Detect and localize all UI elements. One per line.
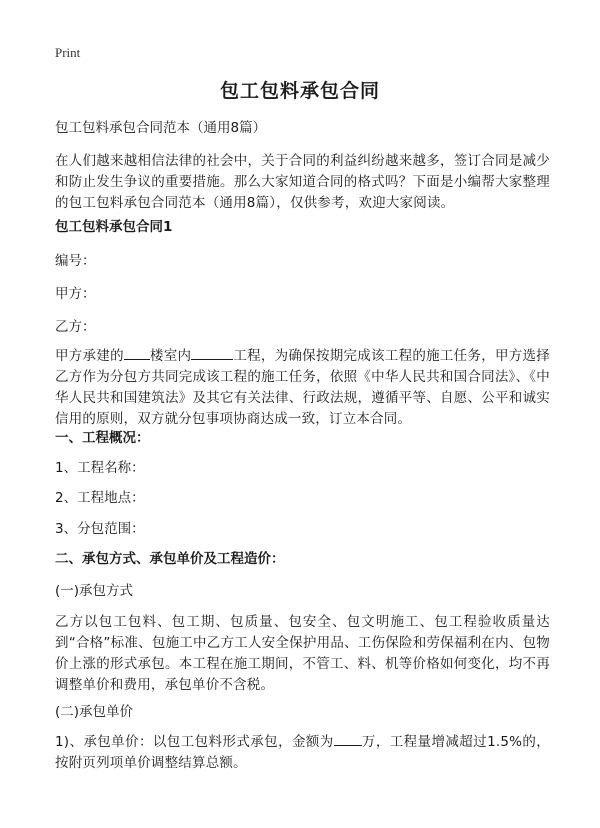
party-b-label: 乙方：: [55, 319, 96, 335]
opening-text-3: 工程，为确保按期完成该工程的施工任务，甲方选择乙方作为分包方共同完成该工程的施工任务，依照《中华人民共和国合同法》、《中华人民共和国建筑法》及其它有关法律、行政法规，遵循平等、自愿、公平和诚实信用的原则，双方就分包事项协商达成一致，订立本合同。: [55, 348, 550, 427]
subsection-contract-method: (一)承包方式: [55, 583, 134, 599]
print-label: Print: [55, 45, 81, 60]
section-1-item: 3、分包范围：: [55, 521, 145, 537]
unit-price-paragraph: [55, 731, 550, 774]
section-2-heading: 二、承包方式、承包单价及工程造价：: [55, 551, 285, 567]
intro-paragraph: 在人们越来越相信法律的社会中，关于合同的利益纠纷越来越多，签订合同是减少和防止发生争议的重要措施。那么大家知道合同的格式吗？下面是小编帮大家整理的包工包料承包合同范本（通用8篇），仅供参考，欢迎大家阅读。: [55, 153, 550, 211]
project-blank: [191, 345, 233, 360]
contract-method-paragraph: 乙方以包工包料、包工期、包质量、包安全、包文明施工、包工程验收质量达到“合格”标准、包施工中乙方工人安全保护用品、工伤保险和劳保福利在内、包物价上涨的形式承包。本工程在施工期间，不管工、料、机等价格如何变化，均不再调整单价和费用，承包单价不含税。: [55, 614, 550, 693]
unit-price-text-1: 1)、承包单价：以包工包料形式承包，金额为: [55, 734, 334, 750]
building-blank: [124, 345, 150, 360]
section-1-heading: 一、工程概况：: [55, 430, 150, 446]
opening-text-1: 甲方承建的: [55, 348, 124, 364]
contract-heading: 包工包料承包合同1: [55, 219, 173, 235]
section-1-item: 1、工程名称：: [55, 460, 145, 476]
number-field-label: 编号：: [55, 253, 96, 269]
subsection-unit-price: (二)承包单价: [55, 704, 134, 720]
section-1-item: 2、工程地点：: [55, 490, 145, 506]
opening-text-2: 楼室内: [149, 348, 192, 364]
unit-price-text-2: 万，工程量增减超过1.5%的，按附页列项单价调整结算总额。: [55, 734, 551, 771]
amount-blank: [334, 731, 362, 746]
party-a-label: 甲方：: [55, 286, 96, 302]
document-subtitle: 包工包料承包合同范本（通用8篇）: [55, 120, 267, 136]
opening-paragraph: [55, 345, 550, 430]
page-title: 包工包料承包合同: [219, 80, 380, 102]
